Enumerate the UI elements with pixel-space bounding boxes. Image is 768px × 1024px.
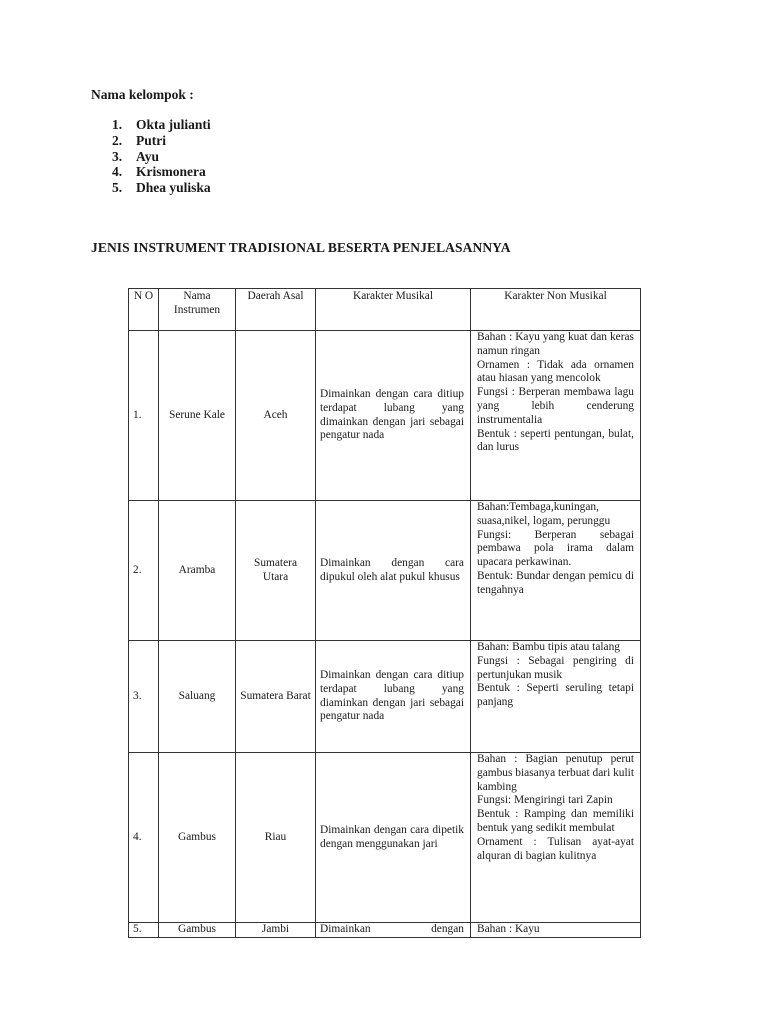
- instrument-table: [128, 288, 641, 938]
- list-item: [112, 117, 211, 133]
- cell-no: 4.: [129, 753, 159, 923]
- non-musikal-line: Ornamen : Tidak ada ornamen atau hiasan yang mencolok: [477, 358, 634, 385]
- cell-nama: Aramba: [159, 501, 236, 641]
- member-name: Dhea yuliska: [136, 180, 211, 196]
- cell-daerah: Jambi: [236, 923, 316, 938]
- cell-daerah: Riau: [236, 753, 316, 923]
- cell-daerah: Aceh: [236, 331, 316, 501]
- member-number: 3.: [112, 148, 123, 164]
- header-daerah: Daerah Asal: [236, 289, 316, 331]
- header-musikal: Karakter Musikal: [316, 289, 471, 331]
- cell-no: 5.: [129, 923, 159, 938]
- non-musikal-line: Fungsi: Berperan sebagai pembawa pola irama dalam upacara perkawinan.: [477, 528, 634, 569]
- table-row: [129, 641, 641, 753]
- member-list: [112, 117, 211, 196]
- cell-musikal: Dimainkan dengan: [316, 923, 471, 938]
- non-musikal-line: Fungsi : Sebagai pengiring di pertunjukan musik: [477, 654, 634, 681]
- cell-non-musikal: [471, 641, 641, 753]
- cell-nama: Gambus: [159, 753, 236, 923]
- list-item: [112, 180, 211, 196]
- member-name: Putri: [136, 132, 166, 148]
- cell-daerah: Sumatera Barat: [236, 641, 316, 753]
- non-musikal-line: Bentuk : Seperti seruling tetapi panjang: [477, 682, 634, 709]
- non-musikal-line: Bahan : Kayu: [477, 923, 540, 935]
- cell-non-musikal: [471, 501, 641, 641]
- cell-nama: Serune Kale: [159, 331, 236, 501]
- list-item: [112, 149, 211, 165]
- cell-musikal: Dimainkan dengan cara dipetik dengan menggunakan jari: [316, 753, 471, 923]
- cell-no: 3.: [129, 641, 159, 753]
- table-row: [129, 753, 641, 923]
- cell-non-musikal: [471, 331, 641, 501]
- header-non-musikal: Karakter Non Musikal: [471, 289, 641, 331]
- table-row: [129, 331, 641, 501]
- cell-nama: Saluang: [159, 641, 236, 753]
- non-musikal-line: Bentuk : Ramping dan memiliki bentuk yang sedikit membulat: [477, 808, 634, 834]
- cell-no: 1.: [129, 331, 159, 501]
- cell-non-musikal: [471, 923, 641, 938]
- member-number: 2.: [112, 132, 123, 148]
- non-musikal-line: Bahan:Tembaga,kuningan, suasa,nikel, logam, perunggu: [477, 501, 611, 527]
- cell-musikal: Dimainkan dengan cara ditiup terdapat lubang yang diaminkan dengan jari sebagai pengatur nada: [316, 641, 471, 753]
- cell-nama: Gambus: [159, 923, 236, 938]
- member-name: Okta julianti: [136, 117, 211, 132]
- non-musikal-line: Bahan : Kayu yang kuat dan keras namun ringan: [477, 331, 634, 357]
- cell-musikal: Dimainkan dengan cara dipukul oleh alat pukul khusus: [316, 501, 471, 641]
- non-musikal-line: Fungsi : Berperan membawa lagu yang lebih cenderung instrumentalia: [477, 386, 634, 426]
- document-title: JENIS INSTRUMENT TRADISIONAL BESERTA PENJELASANNYA: [91, 240, 511, 255]
- table-row: [129, 501, 641, 641]
- list-item: [112, 164, 211, 180]
- header-nama: Nama Instrumen: [159, 289, 236, 331]
- non-musikal-line: Bentuk : seperti pentungan, bulat, dan lurus: [477, 427, 634, 454]
- non-musikal-line: Bentuk: Bundar dengan pemicu di tengahnya: [477, 569, 634, 596]
- non-musikal-line: Bahan: Bambu tipis atau talang: [477, 641, 620, 653]
- member-number: 4.: [112, 164, 123, 180]
- member-name: Krismonera: [136, 164, 206, 180]
- table-row: [129, 923, 641, 938]
- cell-non-musikal: [471, 753, 641, 923]
- cell-no: 2.: [129, 501, 159, 641]
- member-name: Ayu: [136, 148, 160, 164]
- list-item: [112, 133, 211, 149]
- non-musikal-line: Ornament : Tulisan ayat-ayat alquran di bagian kulitnya: [477, 835, 634, 862]
- member-number: 5.: [112, 180, 123, 196]
- cell-musikal: Dimainkan dengan cara ditiup terdapat lubang yang dimainkan dengan jari sebagai pengatur nada: [316, 331, 471, 501]
- table-header-row: [129, 289, 641, 331]
- non-musikal-line: Bahan : Bagian penutup perut gambus biasanya terbuat dari kulit kambing: [477, 753, 634, 793]
- cell-daerah: Sumatera Utara: [236, 501, 316, 641]
- group-label: Nama kelompok :: [91, 87, 194, 102]
- header-no: N O: [129, 289, 159, 331]
- member-number: 1.: [112, 117, 123, 132]
- non-musikal-line: Fungsi: Mengiringi tari Zapin: [477, 794, 613, 807]
